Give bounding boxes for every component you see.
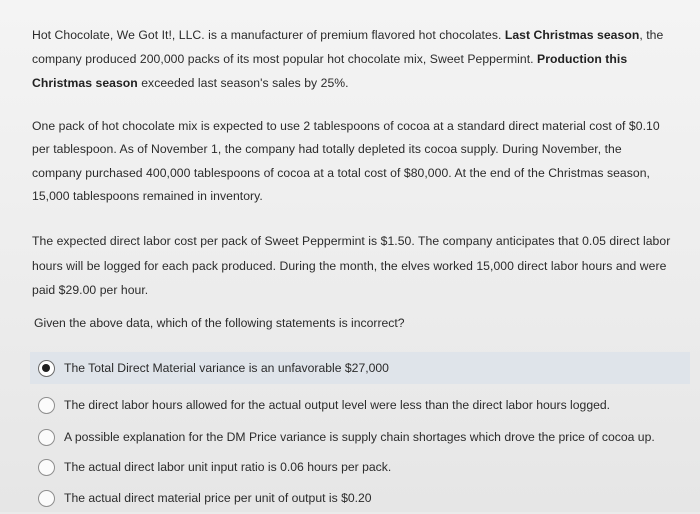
p1-text-2: , the company produced 200,000 packs of its most popular hot chocolate mix, Sweet Peppermint.	[32, 28, 664, 66]
problem-paragraph-3: The expected direct labor cost per pack of Sweet Peppermint is $1.50. The company anticipates that 0.05 direct labor hours will be logged for each pack produced. During the month, the elves worked 15,000 direct labor hours and were paid $29.00 per hour.	[32, 234, 671, 297]
p1-text-1: Hot Chocolate, We Got It!, LLC. is a manufacturer of premium flavored hot chocolates.	[32, 28, 505, 42]
option-3[interactable]	[30, 421, 690, 453]
question-prompt: Given the above data, which of the following statements is incorrect?	[34, 316, 405, 330]
radio-icon[interactable]	[38, 459, 55, 476]
radio-selected-icon[interactable]	[38, 360, 55, 377]
problem-paragraph-2: One pack of hot chocolate mix is expected to use 2 tablespoons of cocoa at a standard direct material cost of $0.10 per tablespoon. As of November 1, the company had totally depleted its cocoa supply. During November, the company purchased 400,000 tablespoons of cocoa at a total cost of $80,000. At the end of the Christmas season, 15,000 tablespoons remained in inventory.	[32, 119, 660, 204]
option-label: A possible explanation for the DM Price variance is supply chain shortages which drove the price of cocoa up.	[64, 430, 655, 444]
option-label: The actual direct labor unit input ratio is 0.06 hours per pack.	[64, 460, 392, 474]
option-label: The direct labor hours allowed for the actual output level were less than the direct labor hours logged.	[64, 398, 611, 412]
option-4[interactable]	[30, 451, 690, 483]
radio-icon[interactable]	[38, 429, 55, 446]
p1-bold-1: Last Christmas season	[504, 28, 640, 42]
p1-text-3: exceeded last season's sales by 25%.	[137, 76, 349, 90]
problem-paragraph-1	[32, 23, 672, 95]
radio-icon[interactable]	[38, 397, 55, 414]
option-1[interactable]	[30, 352, 690, 384]
option-2[interactable]	[30, 389, 690, 421]
radio-icon[interactable]	[38, 490, 55, 507]
option-5[interactable]	[30, 482, 690, 514]
option-label: The actual direct material price per unit of output is $0.20	[64, 491, 372, 505]
option-label: The Total Direct Material variance is an unfavorable $27,000	[64, 361, 389, 375]
p1-bold-2: Production this Christmas season	[32, 52, 628, 90]
